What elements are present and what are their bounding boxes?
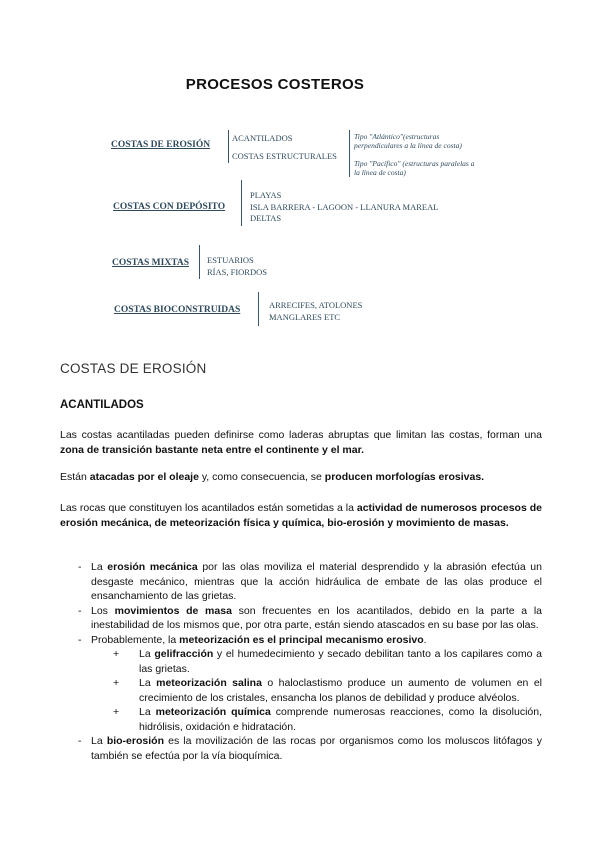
paragraph: Las costas acantiladas pueden definirse como laderas abruptas que limitan las costas, forman una zona de transición bastante neta entre el continente y el mar. bbox=[60, 429, 542, 456]
divider bbox=[349, 130, 350, 177]
sub-list bbox=[91, 647, 542, 734]
diagram-category-erosion: COSTAS DE EROSIÓN bbox=[111, 140, 211, 150]
page-title: PROCESOS COSTEROS bbox=[185, 76, 365, 93]
paragraph: Están atacadas por el oleaje y, como consecuencia, se producen morfologías erosivas. bbox=[60, 471, 485, 483]
diagram-item: ACANTILADOS bbox=[232, 133, 293, 143]
diagram-item-list: PLAYAS ISLA BARRERA - LAGOON - LLANURA MAREAL DELTAS bbox=[250, 190, 439, 223]
list-item: - La erosión mecánica por las olas moviliza el material desprendido y la abrasión efectúa un desgaste mecánico, mientras que la acción hidráulica de embate de las olas produce el ensanchamiento de las grietas. bbox=[60, 560, 542, 604]
diagram-item: COSTAS ESTRUCTURALES bbox=[232, 151, 337, 161]
sub-list-item: + La gelifracción y el humedecimiento y secado debilitan tanto a los capilares como a las grietas. bbox=[91, 647, 542, 676]
diagram-category-deposito: COSTAS CON DEPÓSITO bbox=[113, 202, 226, 212]
divider bbox=[228, 130, 229, 163]
diagram-note: Tipo "Pacífico" (estructuras paralelas a la línea de costa) bbox=[354, 159, 475, 177]
sub-list-item: + La meteorización química comprende numerosas reacciones, como la disolución, hidrólisis, oxidación e hidratación. bbox=[91, 705, 542, 734]
section-heading: COSTAS DE EROSIÓN bbox=[60, 361, 207, 376]
sub-list-item: + La meteorización salina o haloclastismo produce un aumento de volumen en el crecimiento de los cristales, ensancha los planos de debilidad y produce alvéolos. bbox=[91, 676, 542, 705]
diagram-item-list: ESTUARIOS RÍAS, FIORDOS bbox=[207, 255, 267, 277]
diagram-category-bioconstruidas: COSTAS BIOCONSTRUIDAS bbox=[114, 305, 241, 315]
diagram-item-list: ARRECIFES, ATOLONES MANGLARES ETC bbox=[269, 300, 363, 322]
diagram-note: Tipo "Atlántico"(estructuras perpendiculares a la línea de costa) bbox=[354, 132, 462, 150]
section-subheading: ACANTILADOS bbox=[60, 399, 144, 411]
divider bbox=[199, 245, 200, 279]
list-item: - Los movimientos de masa son frecuentes en los acantilados, debido en la parte a la inestabilidad de los mismos que, por otra parte, están siendo atascados en su base por las olas. bbox=[60, 604, 542, 633]
divider bbox=[241, 180, 242, 226]
list-item: - Probablemente, la meteorización es el principal mecanismo erosivo. + La gelifracción y el humedecimiento y secado debilitan tanto a los capilares como a las grietas. + La meteorización salina o haloclastismo produce un aumento de volumen en el crecimiento de los cristales, ensancha los planos de debilidad y produce alvéolos. + La meteorización química comprende numerosas reacciones, como la disolución, hidrólisis, oxidación e hidratación. bbox=[60, 633, 542, 735]
paragraph: Las rocas que constituyen los acantilados están sometidas a la actividad de numerosos procesos de erosión mecánica, de meteorización física y química, bio-erosión y movimiento de masas. bbox=[60, 502, 542, 529]
process-list bbox=[60, 560, 542, 763]
diagram-category-mixtas: COSTAS MIXTAS bbox=[112, 258, 189, 268]
divider bbox=[258, 292, 259, 326]
list-item: - La bio-erosión es la movilización de las rocas por organismos como los moluscos litófagos y también se efectúa por la vía bioquímica. bbox=[60, 734, 542, 763]
